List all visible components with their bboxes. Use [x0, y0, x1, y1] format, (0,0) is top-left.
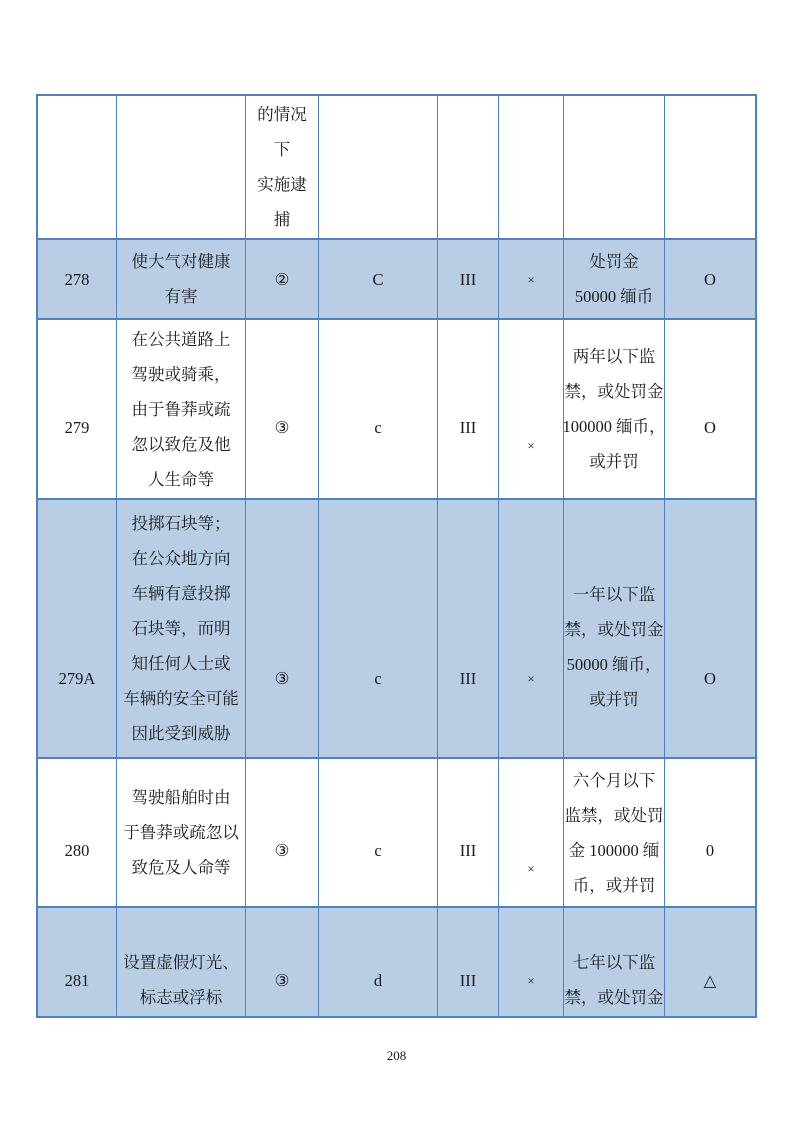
severity-roman-cell: III [438, 759, 499, 906]
penalty-cell [564, 96, 665, 238]
class-letter-cell: c [319, 500, 438, 757]
class-letter-cell [319, 96, 438, 238]
result-mark-cell: O [704, 269, 716, 289]
table-row-continued [38, 96, 755, 240]
class-letter-cell: C [319, 240, 438, 318]
case-number-cell: 278 [38, 240, 117, 318]
offense-description-cell: 驾驶船舶时由 于鲁莽或疏忽以 致危及人命等 [117, 759, 246, 906]
result-mark-cell [665, 96, 755, 238]
severity-roman-cell: III [438, 500, 499, 757]
category-mark-cell: ③ [246, 908, 319, 1016]
offense-description-cell: 使大气对健康 有害 [117, 240, 246, 318]
severity-roman-cell: III [438, 320, 499, 498]
cross-mark-cell: × [499, 759, 564, 906]
offense-description-cell: 投掷石块等； 在公众地方向 车辆有意投掷 石块等，而明 知任何人士或 车辆的安全可能 因此受到威胁 [117, 500, 246, 757]
table-row-279 [38, 320, 755, 500]
severity-roman-cell: III [438, 908, 499, 1016]
cross-mark-cell: × [499, 240, 564, 318]
page-number: 208 [386, 1048, 407, 1063]
case-number-cell: 279 [38, 320, 117, 498]
cross-mark-cell [499, 96, 564, 238]
category-mark-cell: 的情况 下 实施逮 捕 [246, 96, 319, 238]
result-mark-cell: O [704, 669, 716, 688]
category-mark-cell: ③ [246, 759, 319, 906]
case-number-cell: 279A [38, 500, 117, 757]
cross-mark-cell: × [499, 320, 564, 498]
offense-description-cell: 在公共道路上 驾驶或骑乘， 由于鲁莽或疏 忽以致危及他 人生命等 [117, 320, 246, 498]
category-mark-cell: ③ [246, 320, 319, 498]
penalty-cell: 两年以下监 禁，或处罚金 100000 缅币， 或并罚 [564, 320, 665, 498]
case-number-cell: 280 [38, 759, 117, 906]
cross-mark-cell: × [499, 908, 564, 1016]
penalty-cell: 处罚金 50000 缅币 [564, 240, 665, 318]
table-row-281 [38, 908, 755, 1016]
class-letter-cell: c [319, 320, 438, 498]
penalty-cell: 七年以下监 禁，或处罚金 [564, 908, 665, 1016]
table-row-278 [38, 240, 755, 320]
case-number-cell [38, 96, 117, 238]
case-number-cell: 281 [38, 908, 117, 1016]
offense-description-cell [117, 96, 246, 238]
result-mark-cell: O [704, 417, 716, 437]
penalty-cell: 六个月以下 监禁，或处罚 金 100000 缅 币，或并罚 [564, 759, 665, 906]
table-row-280 [38, 759, 755, 908]
penalty-table [36, 94, 757, 1018]
result-mark-cell: 0 [705, 841, 715, 860]
result-mark-cell: △ [703, 970, 717, 990]
severity-roman-cell [438, 96, 499, 238]
category-mark-cell: ② [246, 240, 319, 318]
category-mark-cell: ③ [246, 500, 319, 757]
table-row-279A [38, 500, 755, 759]
severity-roman-cell: III [438, 240, 499, 318]
cross-mark-cell: × [499, 500, 564, 757]
offense-description-cell: 设置虚假灯光、 标志或浮标 [117, 908, 246, 1016]
class-letter-cell: d [319, 908, 438, 1016]
penalty-cell: 一年以下监 禁，或处罚金 50000 缅币， 或并罚 [564, 500, 665, 757]
class-letter-cell: c [319, 759, 438, 906]
